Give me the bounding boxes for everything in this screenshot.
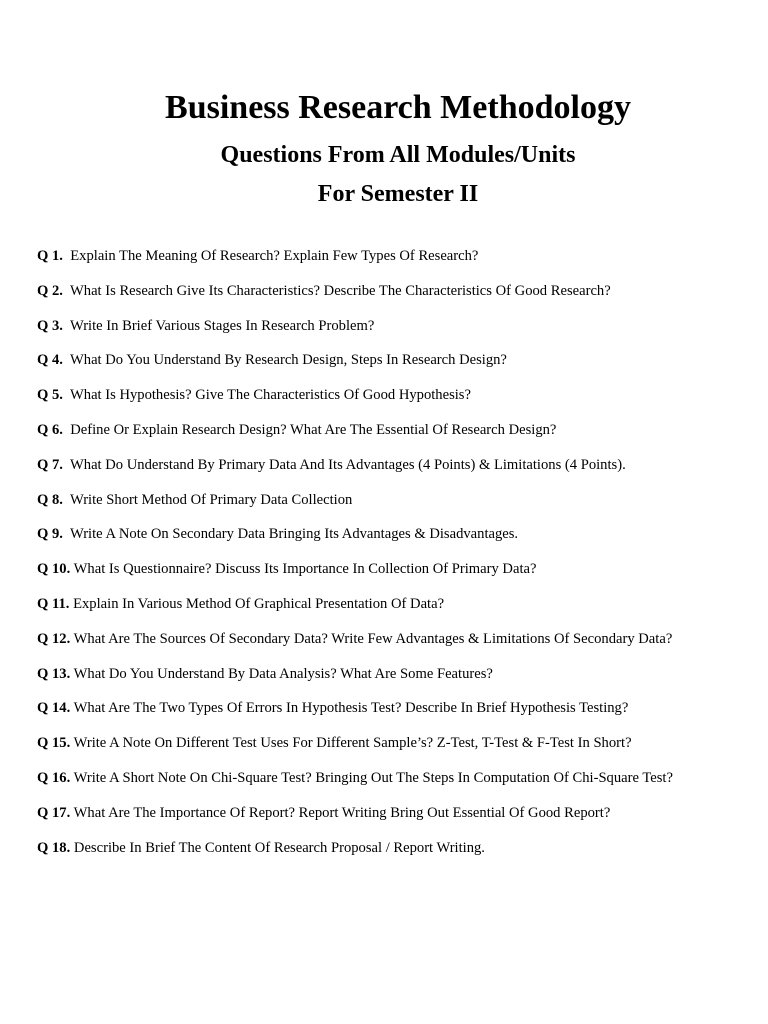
question-text: What Is Research Give Its Characteristics? Describe The Characteristics Of Good Research? (70, 282, 611, 299)
question-item (37, 385, 757, 420)
question-text: Write A Note On Secondary Data Bringing Its Advantages & Disadvantages. (70, 526, 519, 543)
question-text: Write Short Method Of Primary Data Collection (70, 491, 353, 508)
question-number: Q 1. (37, 248, 63, 264)
question-item (37, 594, 757, 629)
question-number: Q 5. (37, 387, 63, 404)
question-item (37, 698, 757, 733)
question-text: What Do You Understand By Research Design, Steps In Research Design? (70, 352, 507, 369)
semester-heading: For Semester II (317, 181, 479, 207)
question-text: Write In Brief Various Stages In Research Problem? (70, 317, 375, 334)
question-text: What Are The Two Types Of Errors In Hypothesis Test? Describe In Brief Hypothesis Testing? (73, 700, 629, 717)
question-text: What Is Questionnaire? Discuss Its Importance In Collection Of Primary Data? (73, 561, 537, 578)
question-text: What Are The Sources Of Secondary Data? Write Few Advantages & Limitations Of Secondary Data? (73, 630, 673, 647)
question-item (37, 316, 757, 351)
question-number: Q 12. (37, 630, 71, 647)
question-number: Q 3. (37, 317, 63, 334)
question-number: Q 10. (37, 561, 71, 578)
question-number: Q 16. (37, 769, 71, 786)
question-item (37, 490, 757, 525)
question-number: Q 18. (37, 839, 71, 856)
question-item (37, 629, 757, 664)
question-item (37, 420, 757, 455)
question-text: Explain The Meaning Of Research? Explain Few Types Of Research? (70, 248, 479, 264)
question-number: Q 15. (37, 735, 71, 752)
question-text: Define Or Explain Research Design? What Are The Essential Of Research Design? (70, 421, 557, 438)
question-item (37, 664, 757, 699)
question-text: What Do You Understand By Data Analysis? What Are Some Features? (73, 665, 493, 682)
question-text: What Are The Importance Of Report? Report Writing Bring Out Essential Of Good Report? (73, 804, 611, 821)
question-number: Q 13. (37, 665, 71, 682)
question-number: Q 6. (37, 421, 63, 438)
question-item (37, 281, 757, 316)
question-number: Q 11. (37, 595, 70, 612)
question-number: Q 7. (37, 456, 63, 473)
question-item (37, 838, 757, 873)
question-item (37, 350, 757, 385)
question-number: Q 9. (37, 526, 63, 543)
question-item (37, 559, 757, 594)
question-item (37, 733, 757, 768)
question-text: What Do Understand By Primary Data And Its Advantages (4 Points) & Limitations (4 Points). (70, 456, 626, 473)
document-subtitle: Questions From All Modules/Units (220, 142, 576, 168)
question-text: Describe In Brief The Content Of Research Proposal / Report Writing. (73, 839, 485, 856)
question-number: Q 2. (37, 282, 63, 299)
question-item (37, 524, 757, 559)
question-number: Q 17. (37, 804, 71, 821)
question-number: Q 14. (37, 700, 71, 717)
question-item (37, 455, 757, 490)
question-item (37, 803, 757, 838)
document-title: Business Research Methodology (165, 89, 631, 126)
question-text: Write A Note On Different Test Uses For Different Sample’s? Z-Test, T-Test & F-Test In Short? (73, 735, 632, 752)
question-number: Q 4. (37, 352, 63, 369)
question-number: Q 8. (37, 491, 63, 508)
question-text: Explain In Various Method Of Graphical Presentation Of Data? (73, 595, 445, 612)
question-item (37, 246, 757, 281)
question-list (37, 246, 757, 872)
question-text: What Is Hypothesis? Give The Characteristics Of Good Hypothesis? (70, 387, 471, 404)
question-text: Write A Short Note On Chi-Square Test? Bringing Out The Steps In Computation Of Chi-Square Test? (73, 769, 673, 786)
question-item (37, 768, 757, 803)
